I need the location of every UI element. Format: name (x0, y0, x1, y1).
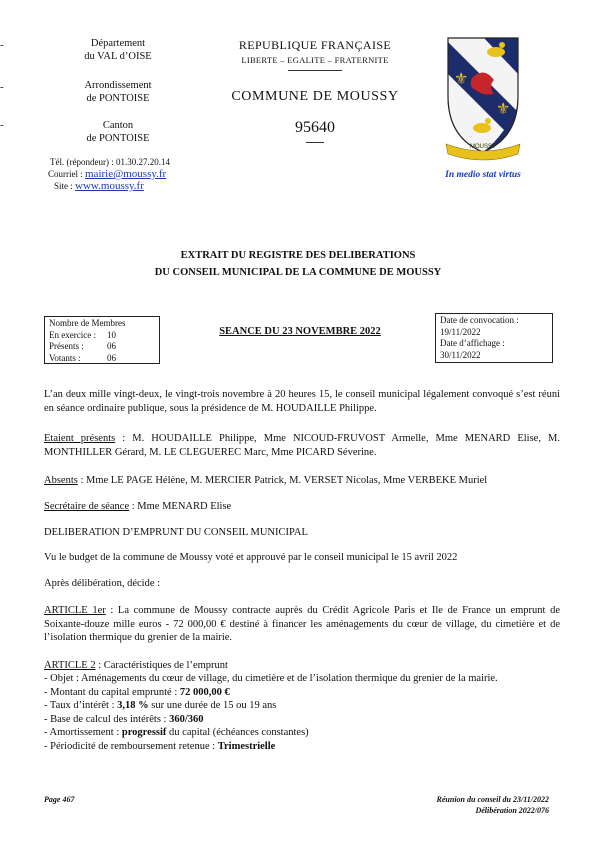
secretaire-label: Secrétaire de séance (44, 501, 130, 512)
devise-line: LIBERTE – EGALITE – FRATERNITE (241, 55, 389, 65)
convocation-value: 19/11/2022 (440, 326, 481, 337)
members-row-value: 06 (107, 341, 116, 351)
budget-paragraph: Vu le budget de la commune de Moussy voté et approuvé par le conseil municipal le 15 avril 2022 (44, 552, 458, 563)
list-item: - Taux d’intérêt : 3,18 % sur une durée de 15 ou 19 ans (44, 700, 277, 711)
members-row (49, 330, 155, 342)
members-box (44, 316, 160, 364)
list-item: - Amortissement : progressif du capital (échéances constantes) (44, 727, 309, 738)
presents-label: Etaient présents (44, 433, 116, 444)
dates-box (435, 313, 553, 363)
members-row-label: En exercice : (49, 329, 96, 340)
republique-title: REPUBLIQUE FRANÇAISE (238, 38, 392, 52)
affichage-label: Date d’affichage : (440, 338, 505, 348)
members-box-title: Nombre de Membres (49, 318, 126, 328)
departement-block (66, 38, 170, 63)
affichage-value: 30/11/2022 (440, 349, 481, 360)
page-number: Page 467 (44, 795, 75, 804)
courriel-line (46, 168, 216, 180)
article-2-paragraph (44, 659, 560, 673)
members-row (49, 341, 155, 353)
list-item: - Objet : Aménagements du cœur de village, du cimetière et de l’isolation thermique du grenier de la mairie. (44, 673, 498, 684)
crest-motto: In medio stat virtus (445, 170, 521, 180)
presents-text: : M. HOUDAILLE Philippe, Mme NICOUD-FRUVOST Armelle, Mme MENARD Elise, M. MONTHILLER Gérard, M. LE CLEGUEREC Marc, Mme PICARD Séverine. (44, 433, 560, 458)
site-label: Site : (54, 181, 73, 191)
crest-banner-text: MOUSSY (469, 144, 496, 150)
members-row-label: Présents : (49, 341, 84, 351)
site-link[interactable]: www.moussy.fr (75, 180, 144, 192)
list-item: - Base de calcul des intérêts : 360/360 (44, 713, 204, 725)
departement-label: Département (90, 38, 146, 49)
postal-code: 95640 (295, 119, 335, 136)
document-title-line-2: DU CONSEIL MUNICIPAL DE LA COMMUNE DE MOUSSY (154, 267, 442, 278)
tel-line: Tél. (répondeur) : 01.30.27.20.14 (50, 157, 170, 167)
list-item: - Périodicité de remboursement retenue : Trimestrielle (44, 740, 276, 752)
header-small-rule (306, 142, 324, 143)
members-row (49, 353, 155, 365)
commune-title: COMMUNE DE MOUSSY (231, 89, 399, 104)
article-1-text: : La commune de Moussy contracte auprès du Crédit Agricole Paris et Ile de France un emprunt de Soixante-douze mille euros - 72 000,00 € destiné à financer les aménagements du cœur de village, du cimetière et de l’isolation thermique du grenier de la mairie. (44, 605, 561, 643)
courriel-label: Courriel : (48, 169, 83, 179)
margin-dash-mark: - (0, 81, 4, 93)
footer-reunion: Réunion du conseil du 23/11/2022 (436, 795, 549, 804)
deliberation-title: DELIBERATION D’EMPRUNT DU CONSEIL MUNICIPAL (44, 527, 308, 538)
presents-paragraph (44, 432, 560, 459)
header-rule (288, 70, 342, 71)
canton-block (66, 120, 170, 145)
document-title-line-1: EXTRAIT DU REGISTRE DES DELIBERATIONS (180, 250, 416, 261)
absents-paragraph (44, 474, 560, 488)
margin-dash-mark: - (0, 119, 4, 131)
footer-deliberation: Délibération 2022/076 (475, 806, 549, 815)
secretaire-text: : Mme MENARD Elise (129, 501, 232, 512)
arrondissement-value: de PONTOISE (86, 92, 150, 104)
convocation-label: Date de convocation : (440, 315, 519, 325)
absents-text: : Mme LE PAGE Hélène, M. MERCIER Patrick, M. VERSET Nicolas, Mme VERBEKE Muriel (77, 475, 488, 486)
departement-value: du VAL d’OISE (84, 50, 152, 62)
secretaire-paragraph (44, 500, 560, 514)
courriel-link[interactable]: mairie@moussy.fr (85, 168, 167, 180)
site-line (46, 180, 216, 192)
margin-dash-mark: - (0, 39, 4, 51)
canton-label: Canton (102, 120, 134, 131)
decide-paragraph: Après délibération, décide : (44, 578, 161, 589)
arrondissement-label: Arrondissement (84, 80, 152, 91)
list-item: - Montant du capital emprunté : 72 000,00 € (44, 686, 230, 698)
svg-text:⚜: ⚜ (496, 99, 511, 118)
contact-block (46, 156, 216, 192)
coat-of-arms-icon (444, 34, 522, 162)
arrondissement-block (66, 80, 170, 105)
article-1-paragraph (44, 604, 560, 645)
emprunt-characteristics-list (44, 672, 560, 753)
document-title (60, 247, 536, 281)
members-row-value: 06 (107, 352, 116, 363)
intro-paragraph: L’an deux mille vingt-deux, le vingt-trois novembre à 20 heures 15, le conseil municipal légalement convoqué s’est réuni en séance ordinaire publique, sous la présidence de M. HOUDAILLE Philippe. (44, 389, 560, 414)
absents-label: Absents (44, 475, 78, 486)
members-row-label: Votants : (49, 352, 81, 363)
members-row-value: 10 (107, 329, 116, 340)
canton-value: de PONTOISE (86, 132, 150, 144)
article-1-label: ARTICLE 1er (44, 605, 106, 616)
seance-title: SEANCE DU 23 NOVEMBRE 2022 (219, 326, 381, 337)
article-2-text: : Caractéristiques de l’emprunt (95, 660, 228, 671)
article-2-label: ARTICLE 2 (44, 660, 96, 671)
svg-text:⚜: ⚜ (454, 69, 469, 88)
